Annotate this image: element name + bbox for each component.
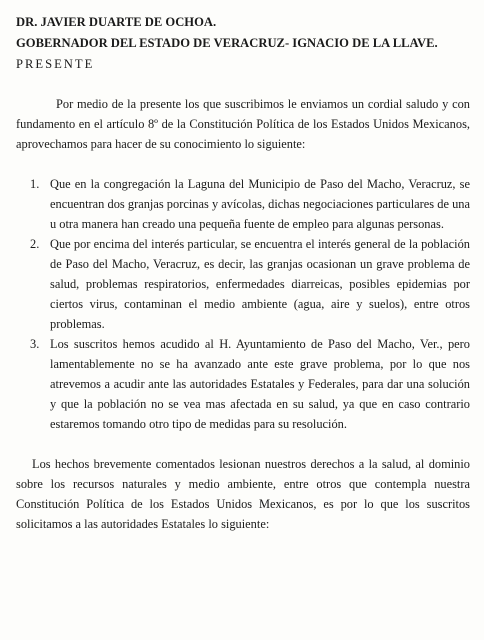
list-item	[24, 334, 470, 434]
list-item-number: 2.	[30, 237, 40, 251]
list-item-text: Los suscritos hemos acudido al H. Ayuntamiento de Paso del Macho, Ver., pero lamentablemente no se ha avanzado ante este grave problema, por lo que nos atrevemos a acudir ante las autoridades Estatales y Federales, para dar una solución y que la población no se vea mas afectada en su salud, ya que en caso contrario estaremos tomando otro tipo de medidas para su resolución.	[50, 337, 470, 431]
closing-text: Los hechos brevemente comentados lesionan nuestros derechos a la salud, al dominio sobre los recursos naturales y medio ambiente, entre otros que contempla nuestra Constitución Política de los Estados Unidos Mexicanos, es por lo que los suscritos solicitamos a las autoridades Estatales lo siguiente:	[16, 457, 470, 531]
addressee-name: DR. JAVIER DUARTE DE OCHOA.	[16, 15, 217, 29]
list-item	[24, 174, 470, 234]
list-item-text: Que por encima del interés particular, se encuentra el interés general de la población de Paso del Macho, Veracruz, es decir, las granjas ocasionan un grave problema de salud, problemas respiratorios, enfermedades diarreicas, posibles epidemias por ciertos virus, contaminan el medio ambiente (agua, aire y suelos), entre otros problemas.	[50, 237, 470, 331]
addressee-title: GOBERNADOR DEL ESTADO DE VERACRUZ- IGNACIO DE LA LLAVE.	[16, 36, 438, 50]
list-item-number: 3.	[30, 337, 40, 351]
numbered-list	[16, 174, 470, 434]
salutation-presente: PRESENTE	[16, 57, 95, 71]
closing-paragraph	[16, 454, 470, 534]
list-item-number: 1.	[30, 177, 40, 191]
list-item	[24, 234, 470, 334]
list-item-text: Que en la congregación la Laguna del Municipio de Paso del Macho, Veracruz, se encuentran dos granjas porcinas y avícolas, dichas negociaciones particulares de una u otra manera han creado una pequeña fuente de empleo para algunas personas.	[50, 177, 470, 231]
intro-paragraph: Por medio de la presente los que suscribimos le enviamos un cordial saludo y con fundamento en el artículo 8º de la Constitución Política de los Estados Unidos Mexicanos, aprovechamos para hacer de su conocimiento lo siguiente:	[16, 97, 470, 151]
